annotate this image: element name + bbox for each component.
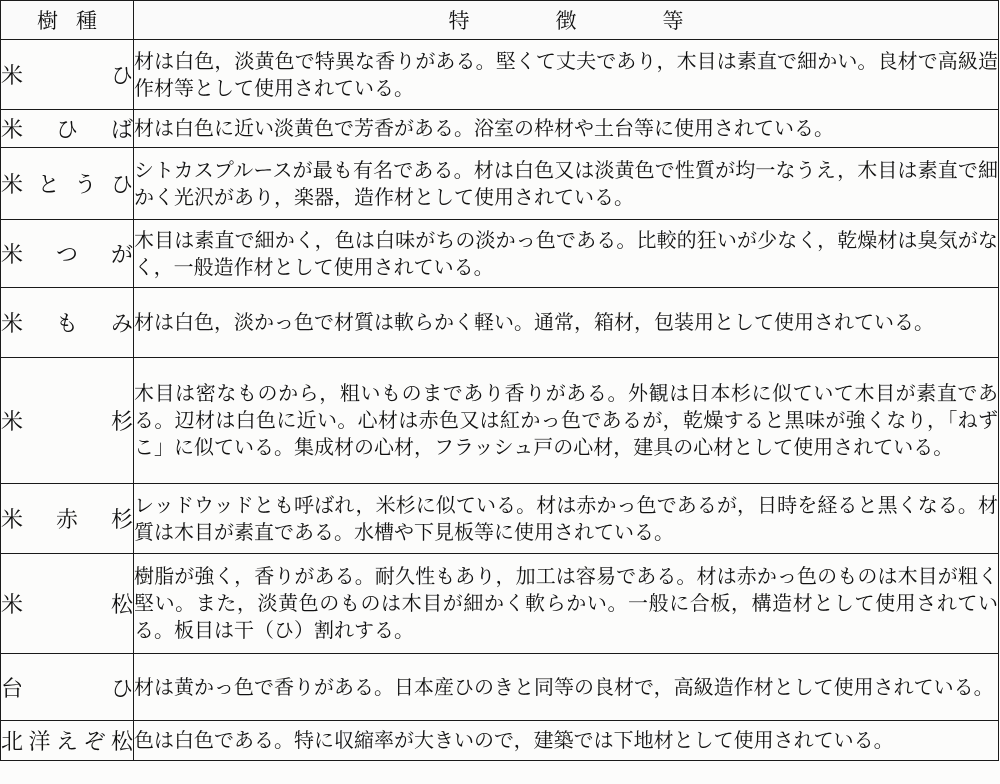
species-name-cell: 米松 xyxy=(1,554,134,654)
species-name-cell: 米つが xyxy=(1,220,134,288)
features-cell: 樹脂が強く，香りがある。耐久性もあり，加工は容易である。材は赤かっ色のものは木目が粗く堅い。また，淡黄色のものは木目が細かく軟らかい。一般に合板，構造材として使用されている。板目は干（ひ）割れする。 xyxy=(134,554,999,654)
table-row xyxy=(1,484,999,554)
table-row xyxy=(1,40,999,110)
species-name-cell: 米とうひ xyxy=(1,148,134,220)
features-cell: レッドウッドとも呼ばれ，米杉に似ている。材は赤かっ色であるが，日時を経ると黒くなる。材質は木目が素直である。水槽や下見板等に使用されている。 xyxy=(134,484,999,554)
species-name-cell: 米もみ xyxy=(1,288,134,358)
table-row xyxy=(1,288,999,358)
table-row xyxy=(1,110,999,148)
table-row xyxy=(1,554,999,654)
features-cell: 材は白色に近い淡黄色で芳香がある。浴室の枠材や土台等に使用されている。 xyxy=(134,110,999,148)
table-row xyxy=(1,148,999,220)
table-row xyxy=(1,358,999,484)
species-name-cell: 米赤杉 xyxy=(1,484,134,554)
features-cell: 木目は素直で細かく，色は白味がちの淡かっ色である。比較的狂いが少なく，乾燥材は臭気がなく，一般造作材として使用されている。 xyxy=(134,220,999,288)
species-name-cell: 米ひ xyxy=(1,40,134,110)
features-cell: 材は白色，淡かっ色で材質は軟らかく軽い。通常，箱材，包装用として使用されている。 xyxy=(134,288,999,358)
table-row xyxy=(1,721,999,761)
species-name-cell: 米ひば xyxy=(1,110,134,148)
features-cell: 材は黄かっ色で香りがある。日本産ひのきと同等の良材で，高級造作材として使用されている。 xyxy=(134,654,999,721)
column-header-species: 樹種 xyxy=(1,1,134,40)
features-cell: 材は白色，淡黄色で特異な香りがある。堅くて丈夫であり，木目は素直で細かい。良材で高級造作材等として使用されている。 xyxy=(134,40,999,110)
species-name-cell: 台ひ xyxy=(1,654,134,721)
table-header-row xyxy=(1,1,999,40)
table-row xyxy=(1,654,999,721)
table-row xyxy=(1,220,999,288)
column-header-features: 特徴等 xyxy=(134,1,999,40)
species-name-cell: 北洋えぞ松 xyxy=(1,721,134,761)
features-cell: 木目は密なものから，粗いものまであり香りがある。外観は日本杉に似ていて木目が素直である。辺材は白色に近い。心材は赤色又は紅かっ色であるが，乾燥すると黒味が強くなり，「ねずこ」に似ている。集成材の心材，フラッシュ戸の心材，建具の心材として使用されている。 xyxy=(134,358,999,484)
species-name-cell: 米杉 xyxy=(1,358,134,484)
features-cell: 色は白色である。特に収縮率が大きいので，建築では下地材として使用されている。 xyxy=(134,721,999,761)
features-cell: シトカスプルースが最も有名である。材は白色又は淡黄色で性質が均一なうえ，木目は素直で細かく光沢があり，楽器，造作材として使用されている。 xyxy=(134,148,999,220)
